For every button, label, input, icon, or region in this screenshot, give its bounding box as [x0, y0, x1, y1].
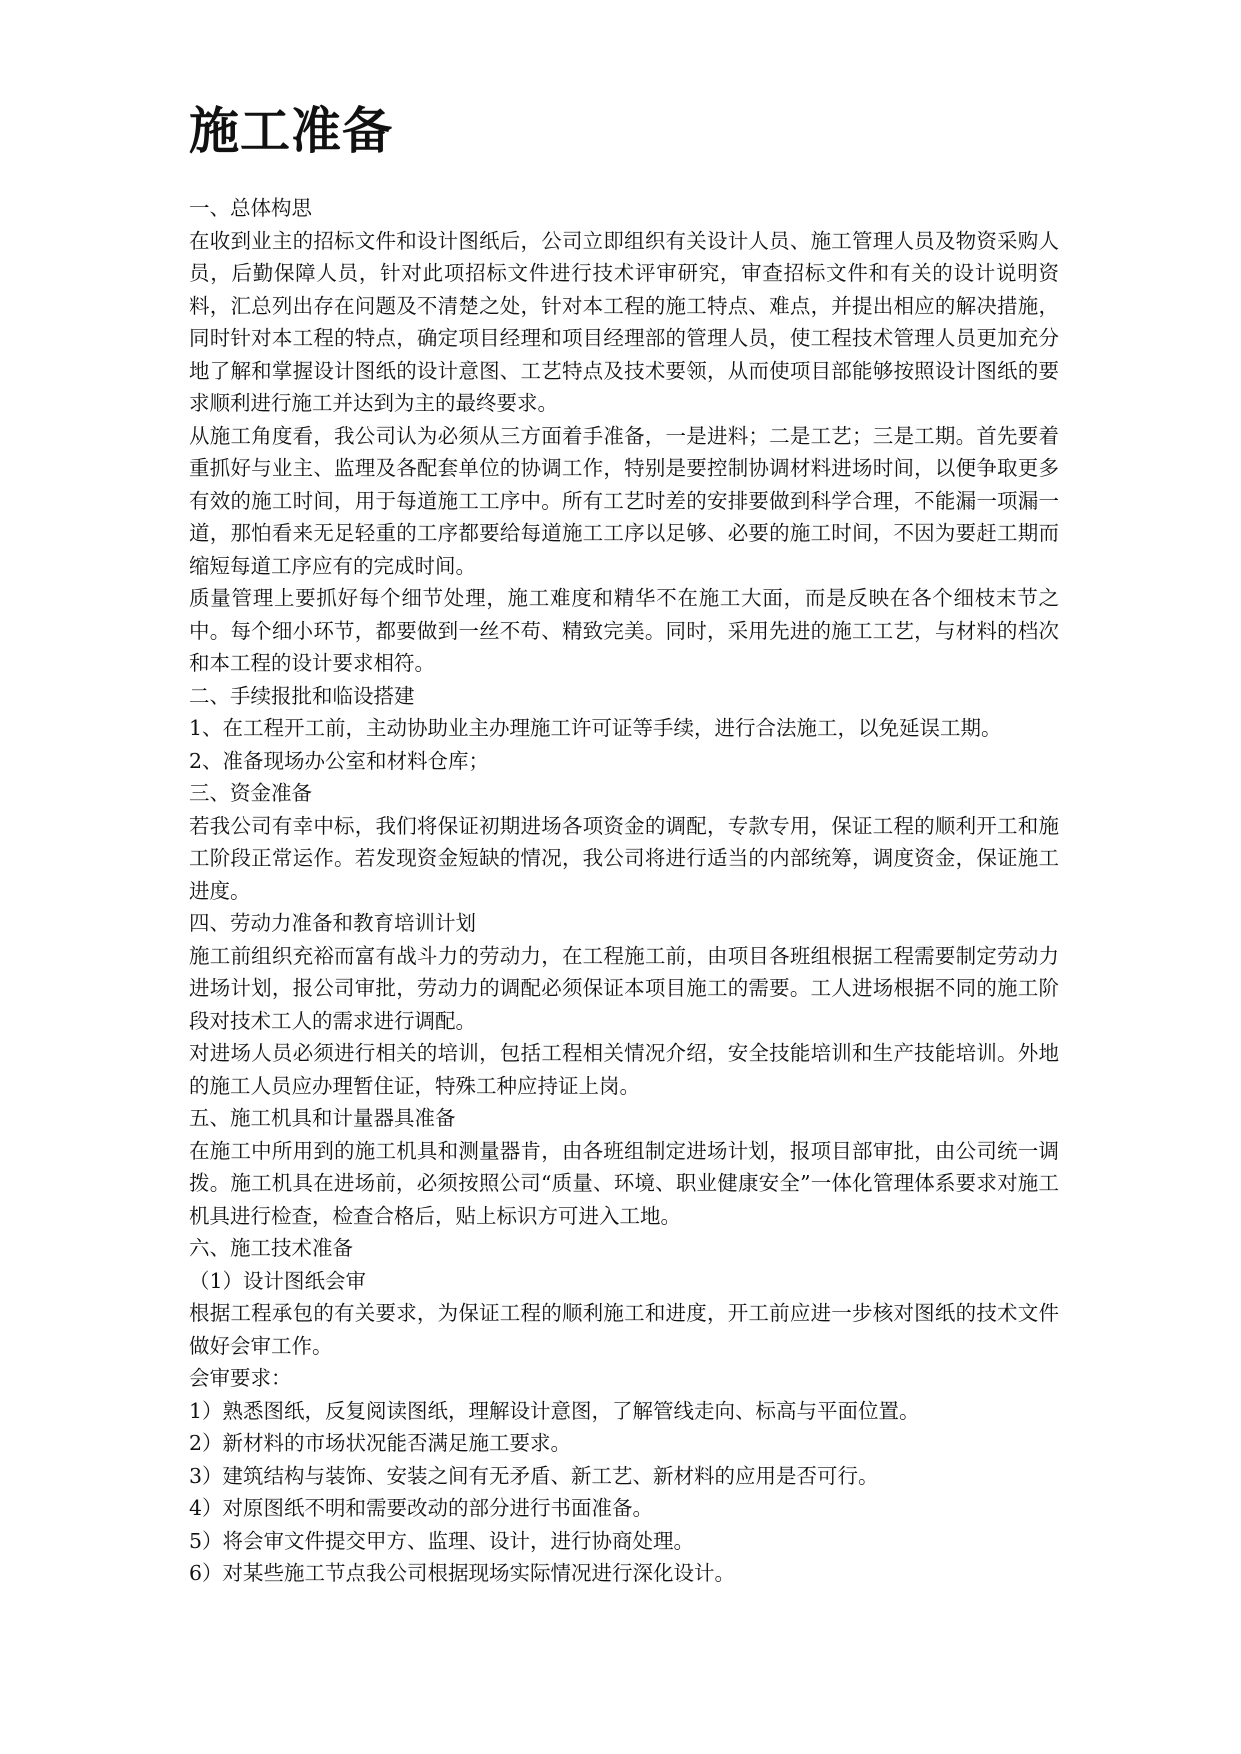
subheading-drawing-review: （1）设计图纸会审: [189, 1268, 367, 1293]
list-item: 2）新材料的市场状况能否满足施工要求。: [189, 1431, 572, 1455]
list-item: 6）对某些施工节点我公司根据现场实际情况进行深化设计。: [189, 1561, 736, 1585]
paragraph: 从施工角度看，我公司认为必须从三方面着手准备，一是进料；二是工艺；三是工期。首先要着重抓好与业主、监理及各配套单位的协调工作，特别是要控制协调材料进场时间，以便争取更多有效的施工时间，用于每道施工工序中。所有工艺时差的安排要做到科学合理，不能漏一项漏一道，那怕看来无足轻重的工序都要给每道施工工序以足够、必要的施工时间，不因为要赶工期而缩短每道工序应有的完成时间。: [189, 423, 1059, 578]
list-item: 5）将会审文件提交甲方、监理、设计，进行协商处理。: [189, 1528, 695, 1553]
list-item: 1）熟悉图纸，反复阅读图纸，理解设计意图，了解管线走向、标高与平面位置。: [189, 1398, 920, 1423]
paragraph: 在施工中所用到的施工机具和测量器肯，由各班组制定进场计划，报项目部审批，由公司统一调拨。施工机具在进场前，必须按照公司“质量、环境、职业健康安全”一体化管理体系要求对施工机具进行检查，检查合格后，贴上标识方可进入工地。: [189, 1138, 1059, 1228]
list-item: 1、在工程开工前，主动协助业主办理施工许可证等手续，进行合法施工，以免延误工期。: [189, 716, 1002, 740]
heading-labor: 四、劳动力准备和教育培训计划: [189, 911, 476, 935]
paragraph: 对进场人员必须进行相关的培训，包括工程相关情况介绍，安全技能培训和生产技能培训。外地的施工人员应办理暂住证，特殊工种应持证上岗。: [189, 1041, 1059, 1098]
list-item: 4）对原图纸不明和需要改动的部分进行书面准备。: [189, 1496, 654, 1520]
heading-overall-concept: 一、总体构思: [189, 196, 312, 220]
heading-funding: 三、资金准备: [189, 781, 312, 805]
list-item: 3）建筑结构与装饰、安装之间有无矛盾、新工艺、新材料的应用是否可行。: [189, 1463, 879, 1488]
heading-equipment: 五、施工机具和计量器具准备: [189, 1106, 456, 1130]
paragraph: 若我公司有幸中标，我们将保证初期进场各项资金的调配，专款专用，保证工程的顺利开工和施工阶段正常运作。若发现资金短缺的情况，我公司将进行适当的内部统筹，调度资金，保证施工进度。: [189, 813, 1059, 903]
paragraph: 施工前组织充裕而富有战斗力的劳动力，在工程施工前，由项目各班组根据工程需要制定劳动力进场计划，报公司审批，劳动力的调配必须保证本项目施工的需要。工人进场根据不同的施工阶段对技术工人的需求进行调配。: [189, 943, 1059, 1033]
list-item: 2、准备现场办公室和材料仓库；: [189, 748, 490, 773]
paragraph: 会审要求：: [189, 1366, 292, 1390]
page-title: 施工准备: [189, 102, 393, 160]
document-page: [189, 96, 1059, 1590]
paragraph: 根据工程承包的有关要求，为保证工程的顺利施工和进度，开工前应进一步核对图纸的技术文件做好会审工作。: [189, 1301, 1059, 1358]
paragraph: 在收到业主的招标文件和设计图纸后，公司立即组织有关设计人员、施工管理人员及物资采购人员，后勤保障人员，针对此项招标文件进行技术评审研究，审查招标文件和有关的设计说明资料，汇总列出存在问题及不清楚之处，针对本工程的施工特点、难点，并提出相应的解决措施，同时针对本工程的特点，确定项目经理和项目经理部的管理人员，使工程技术管理人员更加充分地了解和掌握设计图纸的设计意图、工艺特点及技术要领，从而使项目部能够按照设计图纸的要求顺利进行施工并达到为主的最终要求。: [189, 228, 1059, 415]
heading-technical: 六、施工技术准备: [189, 1236, 353, 1260]
document-body: [189, 192, 1059, 1590]
heading-permits: 二、手续报批和临设搭建: [189, 683, 415, 708]
paragraph: 质量管理上要抓好每个细节处理，施工难度和精华不在施工大面，而是反映在各个细枝末节之中。每个细小环节，都要做到一丝不苟、精致完美。同时，采用先进的施工工艺，与材料的档次和本工程的设计要求相符。: [189, 586, 1059, 675]
